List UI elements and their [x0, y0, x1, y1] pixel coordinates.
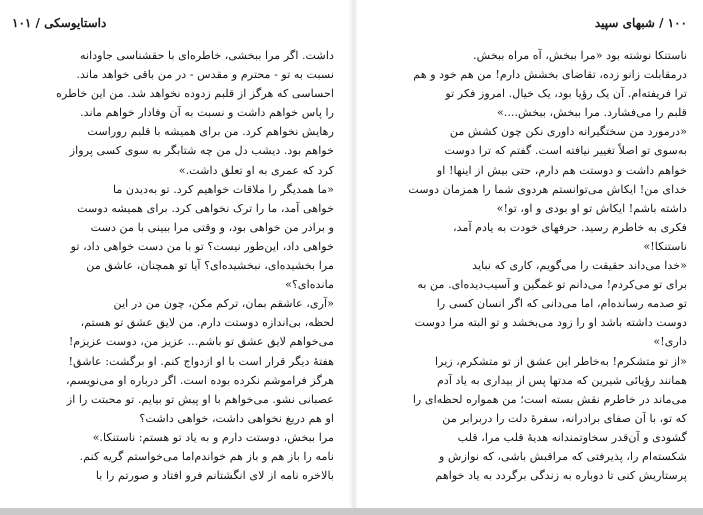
- text-line: شکسته‌ام را، پذیرفتی که مراقبش باشی، که نوازش و: [438, 449, 687, 463]
- text-line: نسبت به تو - محترم و مقدس - در من باقی خواهد ماند.: [76, 68, 334, 82]
- text-line: «آری، عاشقم بمان، ترکم مکن، چون من در این: [113, 297, 334, 311]
- left-page-header: [12, 14, 334, 32]
- text-line: او هم دریغ نخواهی داشت، خواهی داشت؟: [139, 411, 334, 425]
- left-page-body: [12, 46, 334, 485]
- text-line: احساسی که هرگز از قلبم زدوده نخواهد شد. من این خاطره: [56, 87, 334, 101]
- text-line: گشودی و آن‌قدر سخاوتمندانه هدیهٔ قلب مرا، قلب: [457, 430, 687, 444]
- text-line: نامه را باز هم و باز هم خواندم‌اما می‌خواستم گریه کنم.: [79, 449, 334, 463]
- text-line: خواهم داشت و دوستت هم دارم، حتی بیش از اینها! او: [436, 163, 687, 177]
- text-line: می‌خواهم لایق عشق تو باشم... عزیز من، دوست عزیزم!: [68, 335, 334, 349]
- text-line: خواهی داد، این‌طور نیست؟ تو با من دست خواهی داد، تو: [70, 239, 334, 253]
- right-page-running-title: ۱۰۰ / شبهای سپید: [594, 16, 687, 30]
- text-line: همانند رؤیائی شیرین که مدتها پس از بیداری به یاد آدم: [436, 373, 687, 387]
- text-line: مرا بخشیده‌ای، نبخشیده‌ای؟ آیا تو همچنان، عاشق من: [86, 259, 334, 273]
- text-line: هرگز فراموشم نکرده بوده است. اگر درباره او می‌نویسم،: [66, 373, 334, 387]
- text-line: خدای من! ایکاش می‌توانستم هردوی شما را همزمان دوست: [408, 182, 687, 196]
- text-line: پرستاریش کنی تا دوباره به زندگی برگردد به یاد خواهم: [435, 469, 687, 483]
- text-line: می‌ماند در خاطرم نقش بسته است؛ من همواره لحظه‌ای را: [412, 392, 687, 406]
- scan-bottom-edge: [0, 508, 703, 515]
- text-line: بالاخره نامه از لای انگشتانم فرو افتاد و صورتم را با: [95, 469, 334, 483]
- left-page-running-title: داستایوسکی / ۱۰۱: [12, 16, 107, 30]
- text-line: داشته باشم! ایکاش تو او بودی و او، تو!»: [496, 201, 687, 215]
- text-line: مرا ببخش، دوستت دارم و به یاد تو هستم: ناستنکا.»: [92, 430, 334, 444]
- left-page: [0, 0, 346, 508]
- text-line: رهایش نخواهم کرد. من برای همیشه با قلبم روراست: [87, 125, 334, 139]
- text-line: «ما همدیگر را ملاقات خواهیم کرد. تو به‌دیدن ما: [112, 182, 334, 196]
- text-line: داری!»: [653, 335, 687, 349]
- text-line: هفتهٔ دیگر قرار است با او ازدواج کنم. او برگشت: عاشق!: [68, 354, 334, 368]
- text-line: خواهی آمد، ما را ترک نخواهی کرد. برای همیشه دوست: [77, 201, 334, 215]
- text-line: قلبم را می‌فشارد. مرا ببخش، ببخش....»: [496, 106, 687, 120]
- right-page-body: [376, 46, 687, 485]
- text-line: فکری به خاطرم رسید. حرفهای خودت به یادم آمد،: [452, 220, 687, 234]
- text-line: داشت. اگر مرا ببخشی، خاطره‌ای با حقشناسی جاودانه: [79, 49, 334, 62]
- text-line: برای تو می‌کردم! می‌دانم تو غمگین و آسیب‌دیده‌ای. من به: [417, 278, 687, 292]
- text-line: لحظه، بی‌اندازه دوستت دارم. من لایق عشق تو هستم،: [80, 316, 334, 330]
- text-line: عصبانی نشو. می‌خواهم با او پیش تو بیایم. تو محبتت را از: [66, 392, 334, 406]
- text-line: تو صدمه رسانده‌ام، اما می‌دانی که اگر انسان کسی را: [436, 297, 687, 311]
- text-line: مانده‌ای؟»: [285, 278, 334, 292]
- text-line: به‌سوی تو اصلاً تغییر نیافته است. گفتم که ترا دوست: [444, 144, 687, 158]
- text-line: «خدا می‌داند حقیقت را می‌گویم، کاری که نباید: [472, 259, 687, 273]
- text-line: «از تو متشکرم! به‌خاطر این عشق از تو متشکرم، زیرا: [434, 354, 687, 368]
- text-line: دوست داشته باشد او را زود می‌بخشد و تو البته مرا دوست: [414, 316, 687, 330]
- text-line: کرد که عمری به او تعلق داشت.»: [178, 163, 334, 177]
- right-page: [360, 0, 703, 508]
- text-line: ناستنکا!»: [643, 239, 687, 253]
- text-line: ترا فریفته‌ام. آن یک رؤیا بود، یک خیال. امروز فکر تو: [445, 87, 687, 101]
- book-gutter: [348, 0, 358, 508]
- right-page-header: [376, 14, 687, 32]
- text-line: را پاس خواهم داشت و نسبت به آن وفادار خواهم ماند.: [80, 106, 334, 120]
- text-line: ناستنکا نوشته بود «مرا ببخش، آه مراه ببخش.: [473, 49, 687, 62]
- text-line: که تو، با آن صفای برادرانه، سفرهٔ دلت را دربرابر من: [442, 411, 687, 425]
- text-line: خواهم بود. دیشب دل من چه شتابگر به سوی کسی پرواز: [69, 144, 334, 158]
- text-line: «درمورد من سختگیرانه داوری نکن چون کشش من: [449, 125, 687, 139]
- text-line: و برادر من خواهی بود، و وقتی مرا ببینی با من دست: [90, 220, 334, 234]
- text-line: درمقابلت زانو زده، تقاضای بخشش دارم! من هم خود و هم: [413, 68, 687, 82]
